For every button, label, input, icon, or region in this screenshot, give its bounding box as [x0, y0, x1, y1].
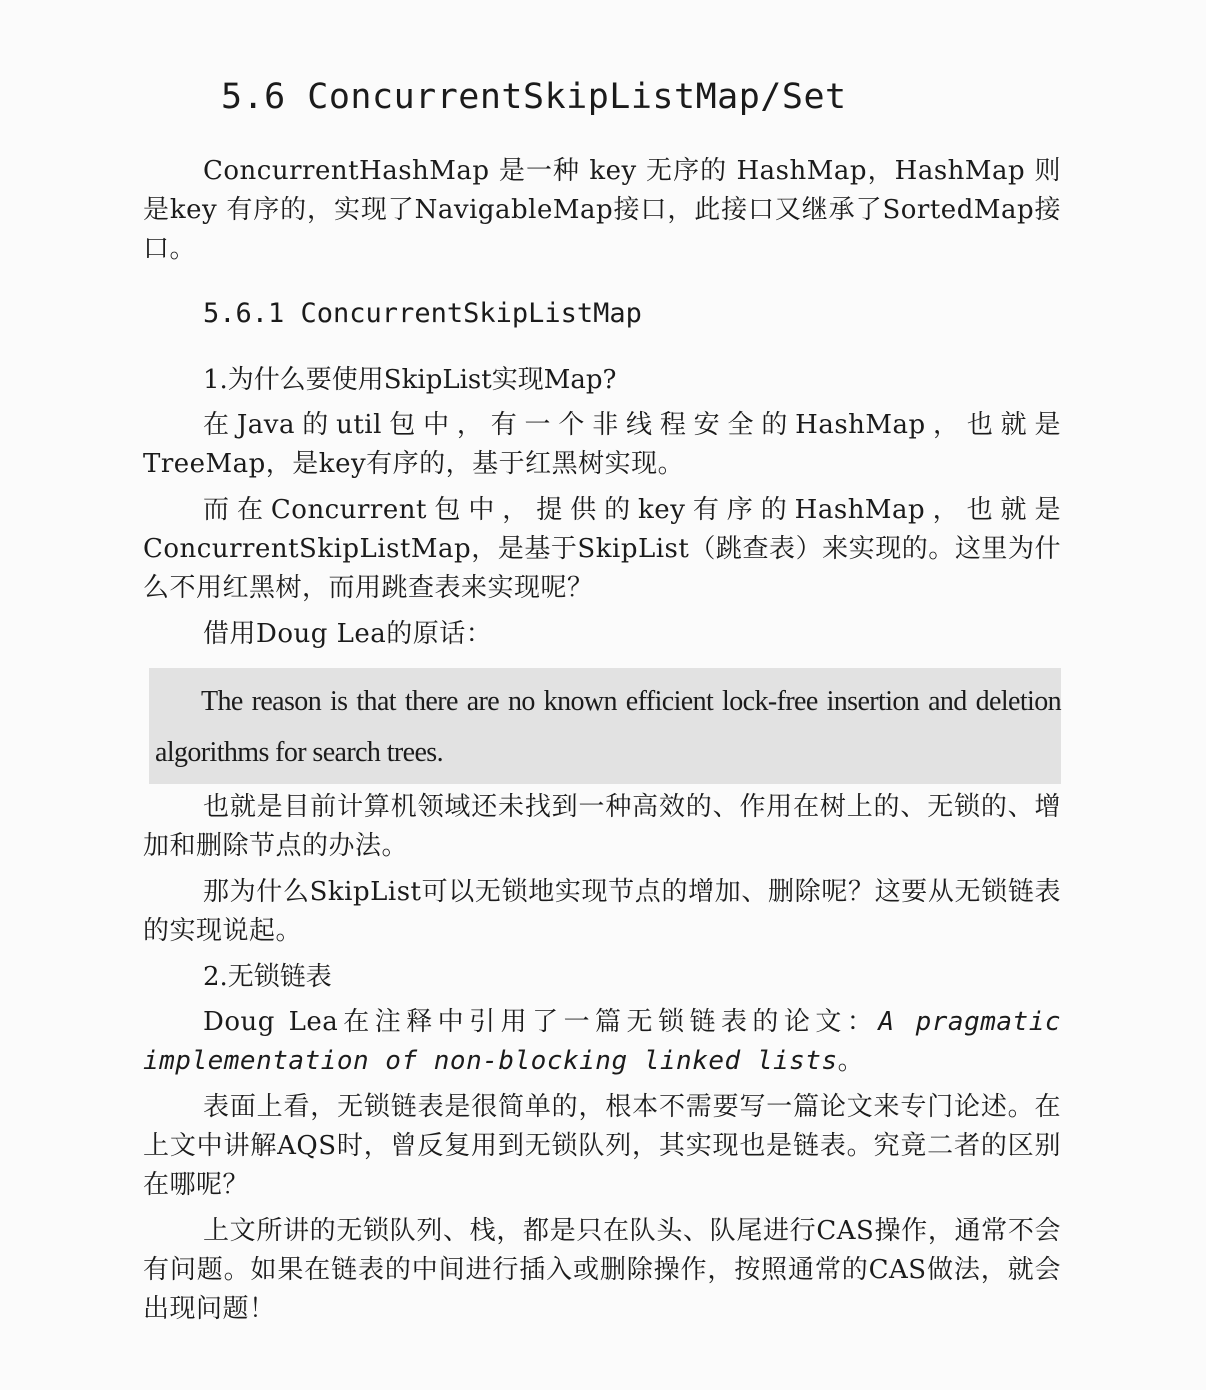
q1-paragraph-4: 也就是目前计算机领域还未找到一种高效的、作用在树上的、无锁的、增加和删除节点的办法。 [143, 792, 1061, 861]
subsection-title: 5.6.1 ConcurrentSkipListMap [203, 298, 642, 329]
q2-paragraph-1 [143, 1003, 1061, 1081]
q2-paragraph-2: 表面上看，无锁链表是很简单的，根本不需要写一篇论文来专门论述。在上文中讲解AQS时，曾反复用到无锁队列，其实现也是链表。究竟二者的区别在哪呢？ [143, 1092, 1061, 1200]
paper-title: A pragmatic implementation of non-blocking linked lists [143, 1007, 1062, 1076]
q1-paragraph-5: 那为什么SkipList可以无锁地实现节点的增加、删除呢？这要从无锁链表的实现说起。 [143, 877, 1061, 946]
q1-paragraph-3: 借用Doug Lea的原话： [203, 619, 493, 649]
q2-paragraph-3: 上文所讲的无锁队列、栈，都是只在队头、队尾进行CAS操作，通常不会有问题。如果在链表的中间进行插入或删除操作，按照通常的CAS做法，就会出现问题！ [143, 1216, 1061, 1324]
q2-paragraph-1-tail: 。 [837, 1046, 865, 1076]
doug-lea-quote: The reason is that there are no known efficient lock-free insertion and deletion algorithms for search trees. [149, 668, 1061, 784]
intro-paragraph: ConcurrentHashMap 是一种 key 无序的 HashMap，HashMap 则是key 有序的，实现了NavigableMap接口，此接口又继承了SortedMap接口。 [143, 156, 1061, 264]
q1-paragraph-1: 在Java的util包中，有一个非线程安全的HashMap，也就是TreeMap，是key有序的，基于红黑树实现。 [143, 410, 1061, 479]
question-1-heading: 1.为什么要使用SkipList实现Map? [203, 365, 617, 395]
question-2-heading: 2.无锁链表 [203, 962, 332, 992]
section-title: 5.6 ConcurrentSkipListMap/Set [221, 77, 847, 117]
document-page [143, 70, 1061, 1329]
q2-paragraph-1-lead: Doug Lea在注释中引用了一篇无锁链表的论文： [203, 1007, 879, 1037]
q1-paragraph-2: 而在Concurrent包中，提供的key有序的HashMap，也就是ConcurrentSkipListMap，是基于SkipList（跳查表）来实现的。这里为什么不用红黑树，而用跳查表来实现呢？ [143, 495, 1061, 603]
